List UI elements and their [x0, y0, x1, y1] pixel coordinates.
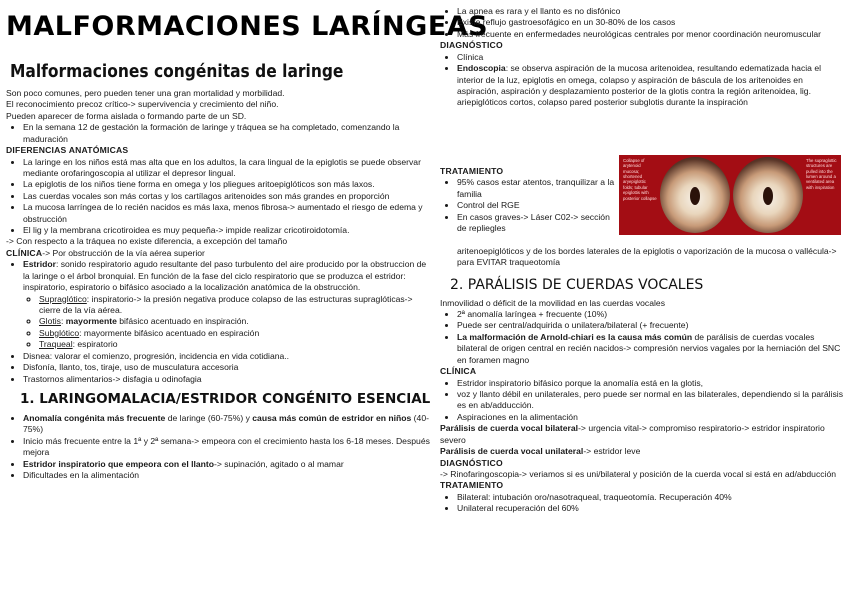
- text: de laringe (60-75%) y: [165, 412, 253, 423]
- list-item: • En casos graves-> Láser C02-> sección de repliegles: [457, 212, 616, 235]
- list-item: [457, 332, 844, 366]
- endoscopy-figure: [619, 155, 841, 235]
- bold-text: La malformación de Arnold-chiari es la causa más común: [457, 331, 693, 342]
- list-item: • La apnea es rara y el llanto es no disfónico: [457, 6, 840, 17]
- bold-text: causa más común de estridor en niños: [252, 412, 412, 423]
- section-2-title: 2. PARÁLISIS DE CUERDAS VOCALES: [450, 277, 704, 293]
- tratamiento-block: [440, 166, 616, 235]
- list-item: • Control del RGE: [457, 200, 616, 211]
- tratamiento-heading: TRATAMIENTO: [440, 480, 504, 491]
- text: -> estridor leve: [583, 446, 641, 457]
- clinica-line: [6, 248, 434, 259]
- list-item: [23, 413, 434, 436]
- page-title: MALFORMACIONES LARÍNGEAS: [6, 11, 489, 42]
- list-item: ◦ Glotis: mayormente bifásico acentuado en inspiración.: [39, 316, 434, 327]
- clinica-heading: CLÍNICA: [6, 247, 43, 258]
- list-item: • voz y llanto débil en unilaterales, pero puede ser normal en las bilaterales, dependiendo si la parálisis es en ab/adducción.: [457, 389, 844, 412]
- list-item: • La laringe en los niños está mas alta que en los adultos, la cara lingual de la epiglotis se puede observar mediante orofaringoscopia al utilizar el depresor lingual.: [23, 157, 434, 180]
- list-item: [457, 63, 840, 109]
- diagnostico-text: -> Rinofaringoscopia-> veriamos si es uni/bilateral y posición de la cuerda vocal si está en ad/abducción: [440, 468, 837, 479]
- diferencias-heading: DIFERENCIAS ANATÓMICAS: [6, 145, 129, 156]
- section-2: [440, 276, 844, 515]
- term-text: : inspiratorio-> la presión negativa produce colapso de las estructuras supraglóticas-> cierre de la vía aérea.: [39, 293, 413, 316]
- bilateral-line: [440, 423, 844, 446]
- term: Traqueal: [39, 339, 73, 350]
- bold-text: Estridor inspiratorio que empeora con el llanto: [23, 458, 215, 469]
- text: (40-75%): [23, 412, 429, 435]
- list-item: [23, 259, 434, 350]
- traquea-note: -> Con respecto a la tráquea no existe diferencia, a excepción del tamaño: [6, 236, 288, 247]
- list-item: • En la semana 12 de gestación la formación de laringe y tráquea se ha completado, comenzando la maduración: [23, 122, 434, 145]
- estridor-text: : sonido respiratorio agudo resultante del paso turbulento del aire producido por la obstruccion de la laringe o el árbol bronquial. En función de la fase del ciclo respiratorio que se produzca el estridor: inspiratorio, espiratorio o bifásico asociado a la localización anatómica de la obstrucción.: [23, 259, 427, 293]
- list-item: • Disfonía, llanto, tos, tiraje, uso de musculatura accesoria: [23, 362, 434, 373]
- estridor-label: Estridor: [23, 259, 56, 270]
- list-item: [23, 459, 434, 470]
- bold-text: Anomalía congénita más frecuente: [23, 412, 166, 423]
- list-item: • El lig y la membrana cricotiroidea es muy pequeña-> impide realizar cricotiroidotomía.: [23, 225, 434, 236]
- term-text: : espiratorio: [72, 339, 118, 350]
- list-item: • Estridor inspiratorio bifásico porque la anomalía está en la glotis,: [457, 378, 844, 389]
- list-item: • Disnea: valorar el comienzo, progresión, incidencia en vida cotidiana..: [23, 351, 434, 362]
- intro-line: Pueden aparecer de forma aislada o formando parte de un SD.: [6, 110, 247, 121]
- bold-text: Parálisis de cuerda vocal unilateral: [440, 446, 584, 457]
- text: de parálisis de cuerdas vocales bilateral de origen central en recién nacidos-> compresión nervios vagales por la herniación del SNC en foramen magno: [457, 331, 841, 365]
- list-item: • Bilateral: intubación oro/nasotraqueal, traqueotomía. Recuperación 40%: [457, 492, 844, 503]
- bold-text: Parálisis de cuerda vocal bilateral: [440, 423, 579, 434]
- list-item: • Dificultades en la alimentación: [23, 470, 434, 481]
- list-item: [39, 328, 434, 339]
- list-item: • 95% casos estar atentos, tranquilizar a la familia: [457, 177, 616, 200]
- list-item: [39, 339, 434, 350]
- term-bold: mayormente: [65, 316, 117, 327]
- term: Supraglótico: [39, 293, 87, 304]
- list-item: • 2ª anomalía laríngea + frecuente (10%): [457, 309, 844, 320]
- list-item: • Aspiraciones en la alimentación: [457, 412, 844, 423]
- list-item: • La mucosa larríngea de lo recién nacidos es más laxa, menos fibrosa-> aumentado el riesgo de edema y obstrucción: [23, 202, 434, 225]
- endoscopy-image-left: [660, 157, 730, 233]
- section-1-title: 1. LARINGOMALACIA/ESTRIDOR CONGÉNITO ESENCIAL: [20, 390, 431, 407]
- diagnostico-heading: DIAGNÓSTICO: [440, 457, 503, 468]
- clinica-text: -> Por obstrucción de la vía aérea superior: [42, 247, 205, 258]
- term: Subglótico: [39, 327, 80, 338]
- endoscopy-image-right: [733, 157, 803, 233]
- list-item: • Existe reflujo gastroesofágico en un 30-80% de los casos: [457, 17, 840, 28]
- figure-caption-right: The supraglottic structures are pulled into the lumen around a ventilated area with inspiration: [806, 158, 837, 190]
- list-item: • La epiglotis de los niños tiene forma en omega y los pliegues aritoepiglóticos son más laxos.: [23, 179, 434, 190]
- bold-text: Endoscopia: [457, 63, 506, 74]
- diagnostico-heading: DIAGNÓSTICO: [440, 40, 503, 51]
- text: -> supinación, agitado o al mamar: [214, 458, 344, 469]
- list-item: • Clínica: [457, 52, 840, 63]
- left-column: [6, 88, 434, 481]
- list-item: • Puede ser central/adquirida o unilatera/bilateral (+ frecuente): [457, 320, 844, 331]
- tratamiento-heading: TRATAMIENTO: [440, 166, 504, 176]
- tratamiento-cont: aritenoepiglóticos y de los bordes laterales de la epiglotis o vaporización de la mucosa o vallécula-> para EVITAR traqueotomía: [457, 246, 837, 268]
- list-item: • Más frecuente en enfermedades neurológicas centrales por menor coordinación neuromuscular: [457, 29, 840, 40]
- text: : se observa aspiración de la mucosa aritenoidea, resultando edematizada hacia el interior de la luz, epiglotis en omega, colapso y aspiración de báscula de los aritenoides en aspiración, aspiración y desplazamiento posterior de la glotis contra la región aritenoidea, lig. ariepiglóticos cortos, colapso pared posterior subglotis durante la inspiración: [457, 63, 822, 108]
- list-item: • Unilateral recuperación del 60%: [457, 503, 844, 514]
- term: Glotis: [39, 316, 61, 327]
- list-item: • Inicio más frecuente entre la 1ª y 2ª semana-> empeora con el crecimiento hasta los 6-18 meses. Después mejora: [23, 436, 434, 459]
- term-text: bifásico acentuado en inspiración.: [116, 316, 249, 327]
- section-2-intro: Inmovilidad o déficit de la movilidad en las cuerdas vocales: [440, 297, 665, 308]
- list-item: • Trastornos alimentarios-> disfagia u odinofagia: [23, 374, 434, 385]
- right-column: [440, 6, 840, 109]
- intro-line: Son poco comunes, pero pueden tener una gran mortalidad y morbilidad.: [6, 88, 285, 98]
- tratamiento-continuation: [457, 246, 843, 269]
- unilateral-line: [440, 446, 844, 457]
- intro-line: El reconocimiento precoz crítico-> supervivencia y crecimiento del niño.: [6, 99, 279, 110]
- section-subtitle: Malformaciones congénitas de laringe: [10, 61, 344, 82]
- list-item: [39, 294, 434, 317]
- term-text: : mayormente bifásico acentuado en espiración: [79, 327, 260, 338]
- clinica-heading: CLÍNICA: [440, 366, 477, 377]
- figure-caption-left: Collapse of arytenoid mucosa; shortened aryepiglottic folds; tubular epiglottis with posterior collapse: [623, 158, 657, 201]
- list-item: • Las cuerdas vocales son más cortas y los cartílagos aritenoides son más grandes en proporción: [23, 191, 434, 202]
- text: -> urgencia vital-> compromiso respiratorio-> estridor inspiratorio severo: [440, 423, 825, 445]
